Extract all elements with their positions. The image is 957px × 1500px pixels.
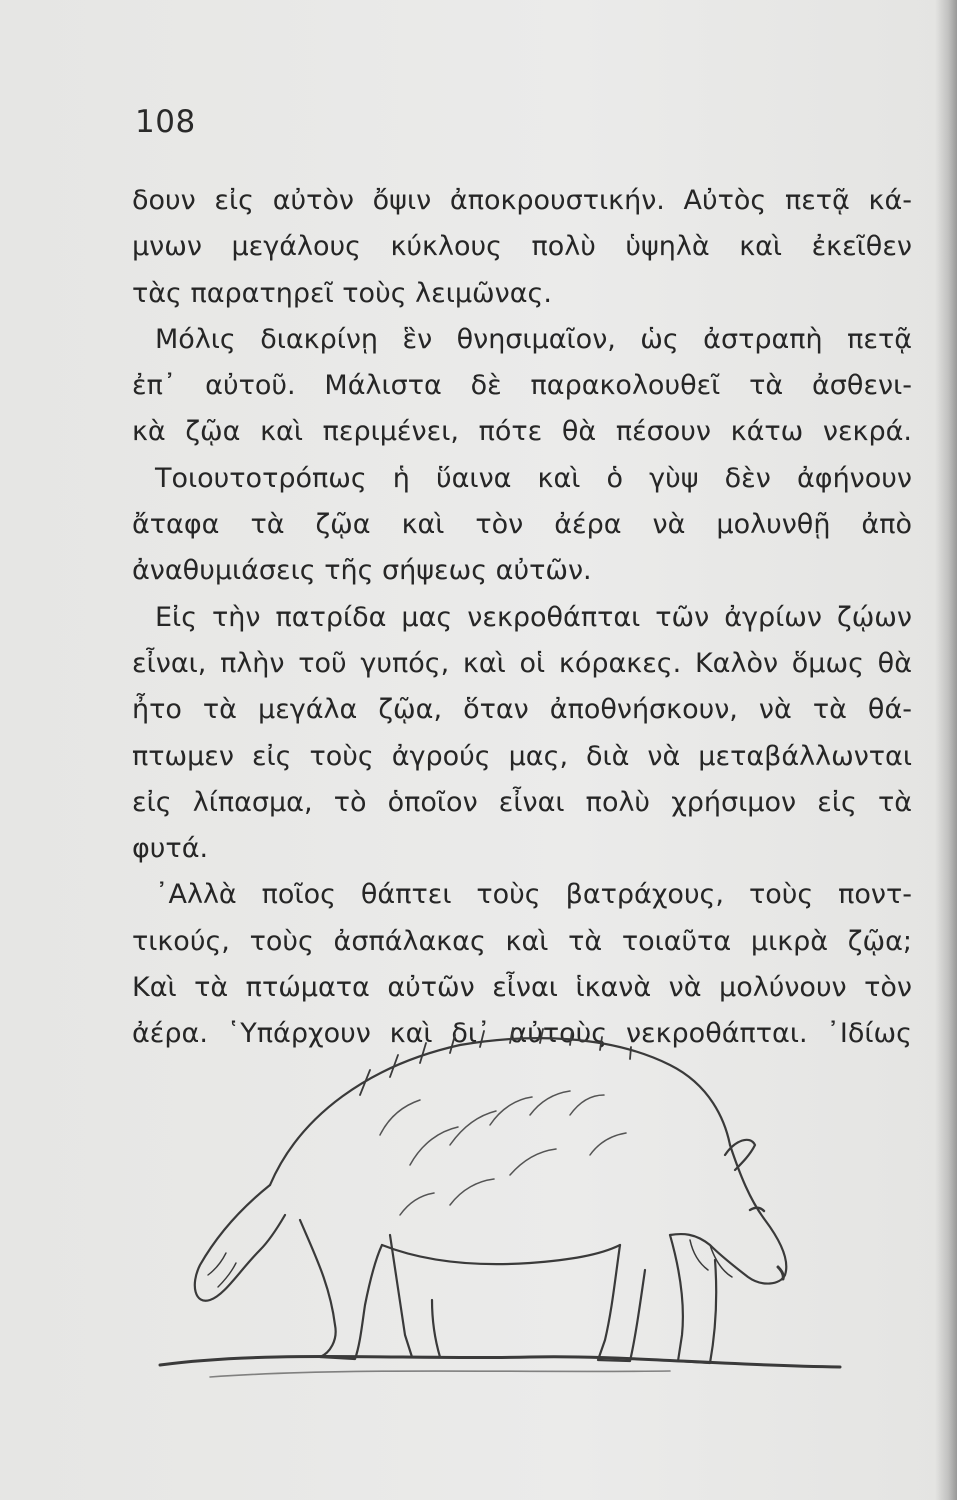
text-line: Τοιουτοτρόπως ἡ ὕαινα καὶ ὁ γὺψ δὲν ἀφήνουν	[155, 462, 912, 494]
text-line: δουν εἰς αὐτὸν ὄψιν ἀποκρουστικήν. Αὐτὸς πετᾷ κά-	[132, 185, 912, 216]
text-line: Εἰς τὴν πατρίδα μας νεκροθάπται τῶν ἀγρίων ζῴων	[155, 601, 912, 633]
page-number: 108	[135, 104, 196, 140]
hyena-nose	[778, 1267, 783, 1279]
text-line: ἦτο τὰ μεγάλα ζῷα, ὅταν ἀποθνήσκουν, νὰ τὰ θά-	[132, 694, 912, 726]
text-line: πτωμεν εἰς τοὺς ἀγρούς μας, διὰ νὰ μεταβάλλωνται	[132, 740, 912, 772]
text-line: κὰ ζῷα καὶ περιμένει, πότε θὰ πέσουν κάτω νεκρά.	[132, 416, 912, 448]
text-line: τικούς, τοὺς ἀσπάλακας καὶ τὰ τοιαῦτα μικρὰ ζῷα;	[132, 925, 912, 957]
text-line: ἐπ᾽ αὐτοῦ. Μάλιστα δὲ παρακολουθεῖ τὰ ἀσθενι-	[132, 370, 912, 402]
text-line: τὰς παρατηρεῖ τοὺς λειμῶνας.	[132, 277, 552, 309]
hyena-rear-leg	[300, 1220, 382, 1359]
text-line: φυτά.	[132, 833, 209, 865]
hyena-belly	[382, 1245, 620, 1264]
text-line: ἀναθυμιάσεις τῆς σήψεως αὐτῶν.	[132, 555, 592, 587]
hyena-tail	[195, 1185, 285, 1301]
text-line: ἀέρα. ῾Υπάρχουν καὶ δι᾽ αὐτοὺς νεκροθάπται. ᾽Ιδίως	[132, 1018, 912, 1050]
text-line: εἰς λίπασμα, τὸ ὁποῖον εἶναι πολὺ χρήσιμον εἰς τὰ	[132, 786, 912, 818]
body-text	[132, 178, 912, 1058]
text-line: μνων μεγάλους κύκλους πολὺ ὑψηλὰ καὶ ἐκεῖθεν	[132, 231, 912, 263]
text-line: εἶναι, πλὴν τοῦ γυπός, καὶ οἱ κόρακες. Καλὸν ὅμως θὰ	[132, 647, 912, 679]
hyena-head	[670, 1145, 786, 1284]
hyena-body	[270, 1038, 730, 1185]
hyena-front-leg	[598, 1245, 645, 1361]
text-line: ἄταφα τὰ ζῷα καὶ τὸν ἀέρα νὰ μολυνθῇ ἀπὸ	[132, 509, 912, 541]
hyena-illustration	[150, 1005, 850, 1405]
text-line: Καὶ τὰ πτώματα αὐτῶν εἶναι ἱκανὰ νὰ μολύνουν τὸν	[132, 972, 912, 1004]
ground-shadow	[160, 1356, 840, 1367]
page-edge-shadow	[935, 0, 957, 1500]
text-line: Μόλις διακρίνῃ ἓν θνησιμαῖον, ὡς ἀστραπὴ πετᾷ	[155, 323, 912, 355]
text-line: ᾽Αλλὰ ποῖος θάπτει τοὺς βατράχους, τοὺς ποντ-	[155, 879, 912, 911]
